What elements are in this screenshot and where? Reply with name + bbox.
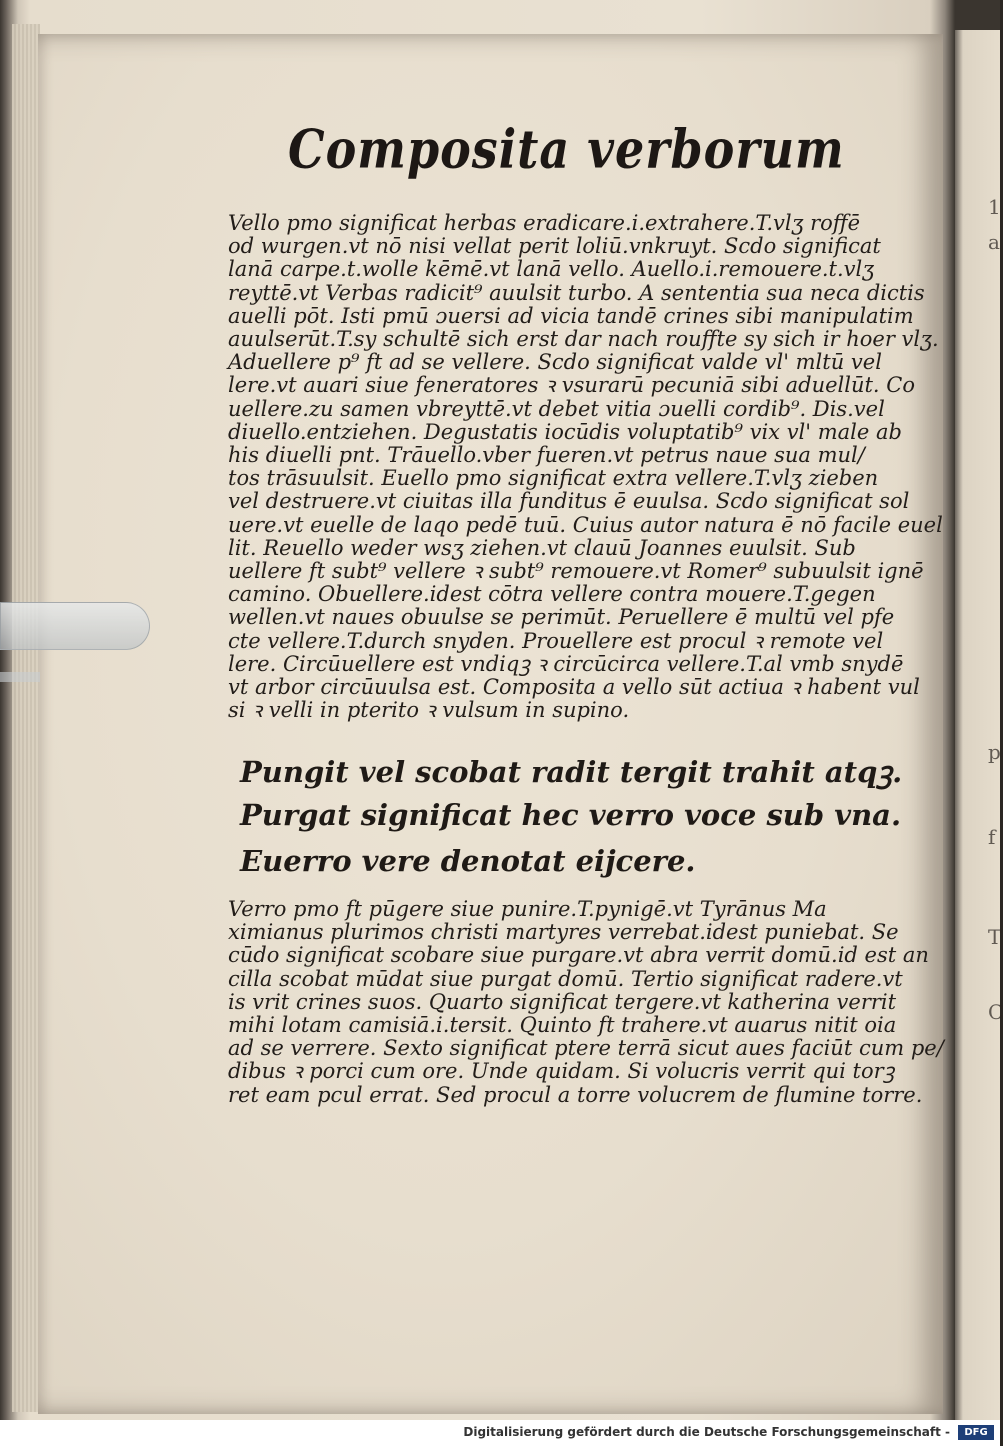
paragraph2-line: cūdo significat scobare siue purgare.vt abra verrit domū.id est an xyxy=(228,943,929,968)
verse-line-2: Purgat significat hec verro voce sub vna. xyxy=(240,798,902,832)
paragraph2-line: dibus ꝛ porci cum ore. Unde quidam. Si volucris verrit qui torꝫ xyxy=(228,1059,895,1084)
paragraph1-line: diuello.entziehen. Degustatis iocūdis voluptatib⁹ vix vl' male ab xyxy=(228,419,902,444)
paragraph1-line: tos trāsuulsit. Euello pmo significat extra vellere.T.vlʒ zieben xyxy=(228,466,879,491)
paragraph1-line: camino. Obuellere.idest cōtra vellere contra mouere.T.gegen xyxy=(228,582,876,607)
paragraph1-line: lanā carpe.t.wolle kēmē.vt lanā vello. Auello.i.remouere.t.vlʒ xyxy=(228,257,875,282)
paragraph1-line: his diuelli pnt. Trāuello.vber fueren.vt petrus naue sua mul/ xyxy=(228,443,865,468)
paragraph1-line: cte vellere.T.durch snyden. Prouellere est procul ꝛ remote vel xyxy=(228,628,884,653)
paragraph1-line: Vello pmo significat herbas eradicare.i.extrahere.T.vlʒ roffē xyxy=(228,211,861,235)
paragraph1-line: uere.vt euelle de laqo pedē tuū. Cuius autor natura ē nō facile euel xyxy=(228,512,943,537)
bookmark-tail xyxy=(0,672,40,682)
paragraph2-line: cilla scobat mūdat siue purgat domū. Tertio significat radere.vt xyxy=(228,966,903,991)
left-page-edges xyxy=(12,24,40,1412)
footer-bar xyxy=(0,1420,1000,1446)
paragraph2-line: Verro pmo ft pūgere siue punire.T.pynigē.vt Tyrānus Ma xyxy=(228,897,827,921)
right-page-fragment: T xyxy=(988,925,1002,949)
paragraph2-line: ret eam pcul errat. Sed procul a torre volucrem de flumine torre. xyxy=(228,1082,923,1107)
page-title: Composita verborum xyxy=(288,117,845,181)
verse-line-1: Pungit vel scobat radit tergit trahit atqꝫ. xyxy=(240,755,903,789)
footer-credit: Digitalisierung gefördert durch die Deutsche Forschungsgemeinschaft - xyxy=(463,1425,950,1439)
paragraph1-line: vt arbor circūuulsa est. Composita a vello sūt actiua ꝛ habent vul xyxy=(228,675,920,700)
right-page-fragment: C xyxy=(988,1000,1003,1024)
paragraph1-line: lere.vt auari siue feneratores ꝛ vsurarū pecuniā sibi aduellūt. Co xyxy=(228,373,915,398)
paragraph1-line: Aduellere p⁹ ft ad se vellere. Scdo significat valde vl' mltū vel xyxy=(228,350,882,375)
paragraph2-line: mihi lotam camisiā.i.tersit. Quinto ft trahere.vt auarus nitit oia xyxy=(228,1013,897,1038)
right-page-fragment: a xyxy=(988,230,1000,254)
paragraph1-line: uellere.zu samen vbreyttē.vt debet vitia ɔuelli cordib⁹. Dis.vel xyxy=(228,396,885,421)
paragraph1-line: lere. Circūuellere est vndiqꝫ ꝛ circūcirca vellere.T.al vmb snydē xyxy=(228,651,904,676)
paragraph1-line: vel destruere.vt ciuitas illa funditus ē euulsa. Scdo significat sol xyxy=(228,489,910,514)
paragraph1-line: uellere ft subt⁹ vellere ꝛ subt⁹ remouere.vt Romer⁹ subuulsit ignē xyxy=(228,559,924,584)
paragraph-verro xyxy=(228,897,944,1107)
verse-line-3: Euerro vere denotat eijcere. xyxy=(240,844,696,878)
paragraph1-line: reyttē.vt Verbas radicit⁹ auulsit turbo. A sententia sua neca dictis xyxy=(228,280,925,305)
right-page-fragment: p xyxy=(988,740,1001,764)
paragraph-vello xyxy=(228,211,943,723)
paragraph1-line: lit. Reuello weder wsʒ ziehen.vt clauū Joannes euulsit. Sub xyxy=(228,535,856,560)
paragraph1-line: wellen.vt naues obuulse se perimūt. Peruellere ē multū vel pfe xyxy=(228,605,895,630)
dfg-logo: DFG xyxy=(958,1425,994,1440)
paragraph1-line: si ꝛ velli in pterito ꝛ vulsum in supino. xyxy=(228,698,630,723)
paragraph2-line: is vrit crines suos. Quarto significat tergere.vt katherina verrit xyxy=(228,989,897,1014)
paragraph1-line: auulserūt.T.sy schultē sich erst dar nach rouffte sy sich ir hoer vlʒ. xyxy=(228,327,939,352)
right-page-fragment: f xyxy=(988,825,996,849)
plastic-bookmark-clip xyxy=(0,602,150,650)
paragraph2-line: ximianus plurimos christi martyres verrebat.idest puniebat. Se xyxy=(228,920,899,945)
paragraph2-line: ad se verrere. Sexto significat ptere terrā sicut aues faciūt cum pe/ xyxy=(228,1036,944,1061)
right-page-fragment: 1 xyxy=(988,195,1001,219)
paragraph1-line: od wurgen.vt nō nisi vellat perit loliū.vnkruyt. Scdo significat xyxy=(228,234,881,259)
paragraph1-line: auelli pōt. Isti pmū ɔuersi ad vicia tandē crines sibi manipulatim xyxy=(228,303,914,328)
